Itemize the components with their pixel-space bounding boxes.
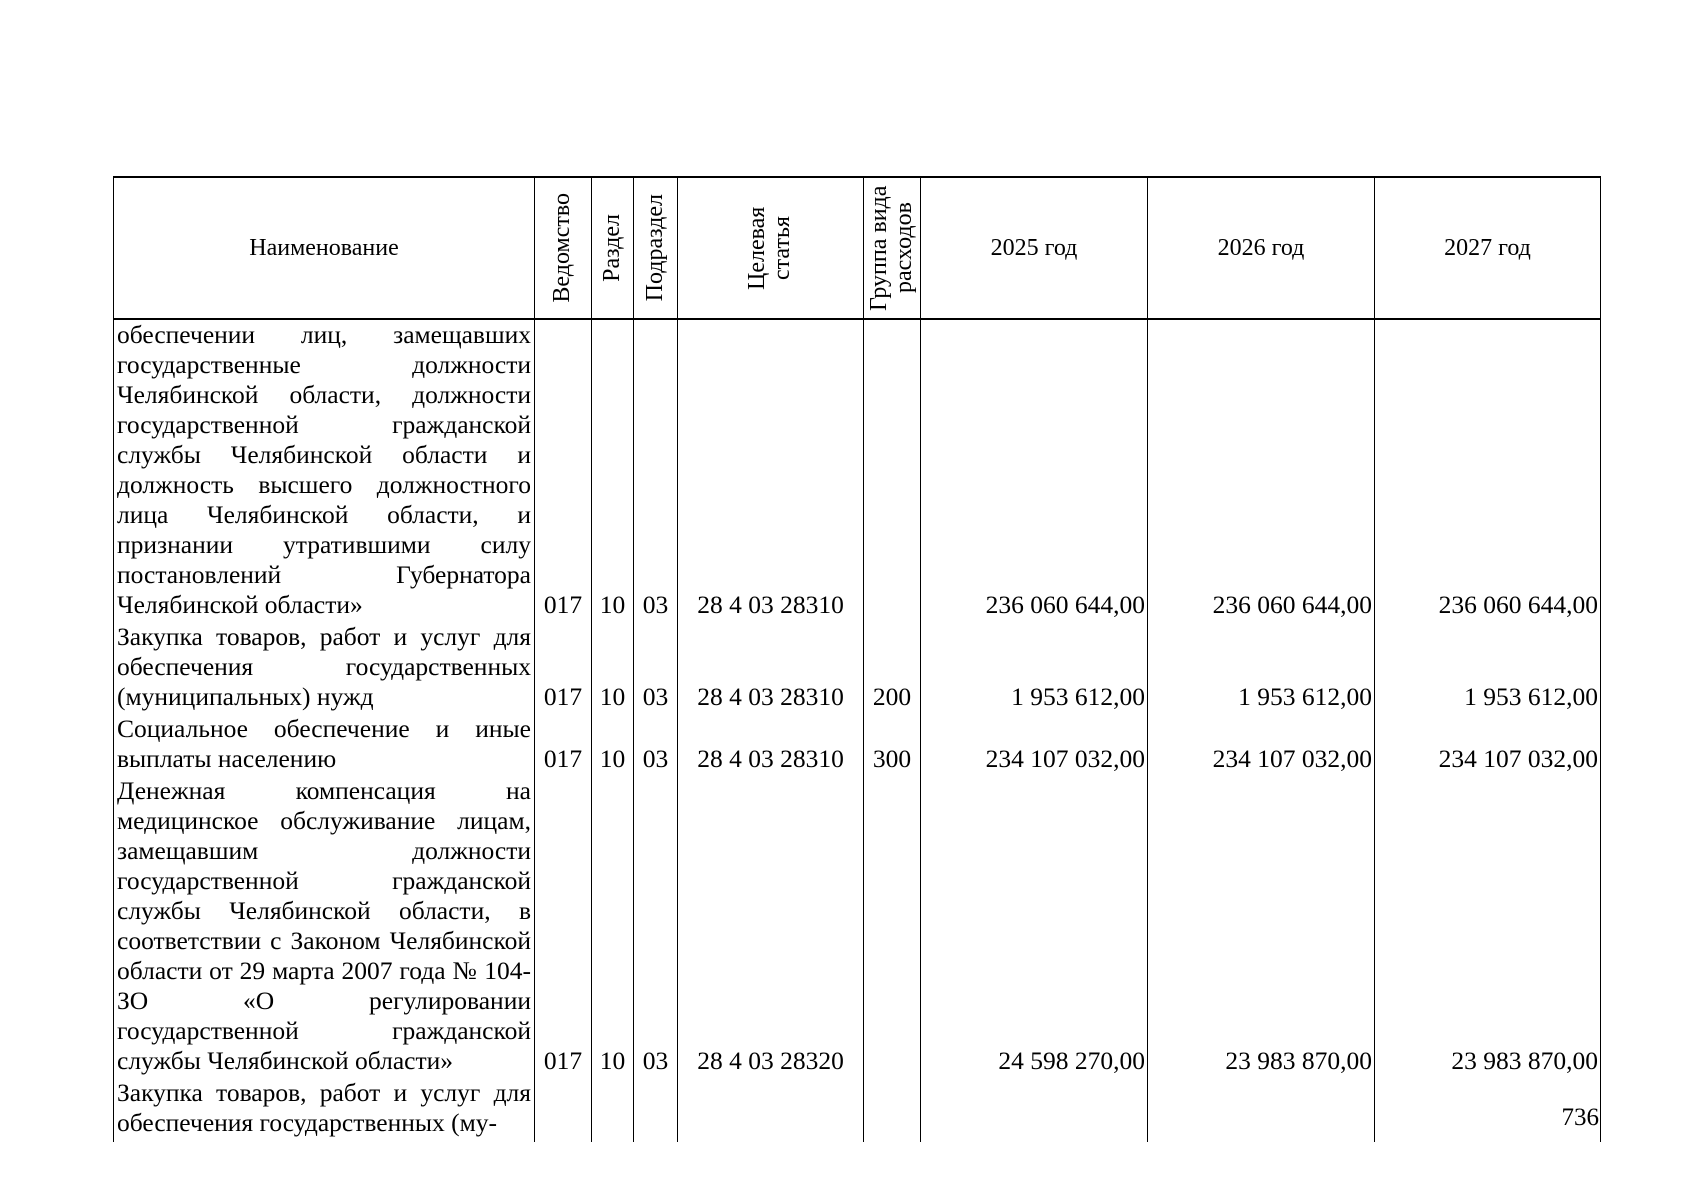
row-target-article: 28 4 03 28310 xyxy=(678,622,864,714)
header-target-article-label: Целевая статья xyxy=(744,206,796,290)
table-row xyxy=(114,622,1601,714)
header-section-label: Раздел xyxy=(598,214,625,282)
row-target-article: 28 4 03 28310 xyxy=(678,714,864,776)
row-subsection: 03 xyxy=(634,776,678,1078)
row-subsection: 03 xyxy=(634,714,678,776)
table-row xyxy=(114,714,1601,776)
header-department xyxy=(535,177,592,319)
row-name: Денежная компенсация на медицинское обслуживание лицам, замещавшим должности государственной гражданской службы Челябинской области, в соответствии с Законом Челябинской области от 29 марта 2007 года № 104-ЗО «О регулировании государственной гражданской службы Челябинской области» xyxy=(114,776,535,1078)
row-name: Закупка товаров, работ и услуг для обеспечения государственных (му- xyxy=(114,1078,535,1142)
row-name: Закупка товаров, работ и услуг для обеспечения государственных (муниципальных) нужд xyxy=(114,622,535,714)
row-department: 017 xyxy=(535,714,592,776)
page-number: 736 xyxy=(1561,1104,1599,1131)
row-amount-2027: 234 107 032,00 xyxy=(1375,714,1601,776)
row-amount-2026: 236 060 644,00 xyxy=(1148,319,1375,622)
row-target-article: 28 4 03 28320 xyxy=(678,776,864,1078)
row-target-article xyxy=(678,1078,864,1142)
table-header-row xyxy=(114,177,1601,319)
row-target-article: 28 4 03 28310 xyxy=(678,319,864,622)
row-amount-2025: 1 953 612,00 xyxy=(921,622,1148,714)
row-amount-2025: 236 060 644,00 xyxy=(921,319,1148,622)
row-amount-2027: 23 983 870,00 xyxy=(1375,776,1601,1078)
table-row xyxy=(114,1078,1601,1142)
header-year-2025: 2025 год xyxy=(921,177,1148,319)
row-section xyxy=(592,1078,634,1142)
header-year-2026: 2026 год xyxy=(1148,177,1375,319)
row-section: 10 xyxy=(592,319,634,622)
table-row xyxy=(114,776,1601,1078)
row-section: 10 xyxy=(592,622,634,714)
row-subsection: 03 xyxy=(634,319,678,622)
row-amount-2026 xyxy=(1148,1078,1375,1142)
row-section: 10 xyxy=(592,776,634,1078)
row-department xyxy=(535,1078,592,1142)
budget-table xyxy=(113,176,1601,1142)
row-name: Социальное обеспечение и иные выплаты населению xyxy=(114,714,535,776)
row-amount-2026: 1 953 612,00 xyxy=(1148,622,1375,714)
table-row xyxy=(114,319,1601,622)
row-expense-group: 300 xyxy=(864,714,921,776)
row-amount-2025: 234 107 032,00 xyxy=(921,714,1148,776)
header-department-label: Ведомство xyxy=(549,193,576,303)
row-expense-group xyxy=(864,1078,921,1142)
row-expense-group: 200 xyxy=(864,622,921,714)
header-year-2027: 2027 год xyxy=(1375,177,1601,319)
row-department: 017 xyxy=(535,622,592,714)
row-amount-2026: 23 983 870,00 xyxy=(1148,776,1375,1078)
row-subsection xyxy=(634,1078,678,1142)
header-expense-group-label: Группа вида расходов xyxy=(865,185,917,311)
row-amount-2027: 1 953 612,00 xyxy=(1375,622,1601,714)
header-subsection-label: Подраздел xyxy=(641,194,668,302)
row-subsection: 03 xyxy=(634,622,678,714)
row-amount-2025 xyxy=(921,1078,1148,1142)
header-expense-group xyxy=(864,177,921,319)
row-amount-2026: 234 107 032,00 xyxy=(1148,714,1375,776)
header-target-article xyxy=(678,177,864,319)
header-subsection xyxy=(634,177,678,319)
row-name: обеспечении лиц, замещавших государственные должности Челябинской области, должности государственной гражданской службы Челябинской области и должность высшего должностного лица Челябинской области, и признании утратившими силу постановлений Губернатора Челябинской области» xyxy=(114,319,535,622)
row-section: 10 xyxy=(592,714,634,776)
row-department: 017 xyxy=(535,776,592,1078)
row-expense-group xyxy=(864,776,921,1078)
header-name: Наименование xyxy=(114,177,535,319)
row-amount-2027: 236 060 644,00 xyxy=(1375,319,1601,622)
row-department: 017 xyxy=(535,319,592,622)
row-amount-2025: 24 598 270,00 xyxy=(921,776,1148,1078)
row-expense-group xyxy=(864,319,921,622)
header-section xyxy=(592,177,634,319)
